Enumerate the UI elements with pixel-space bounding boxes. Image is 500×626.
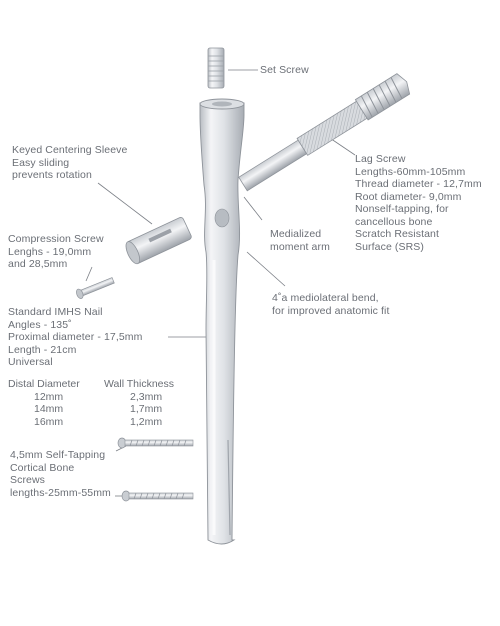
medialized-label: Medialized moment arm [270,228,330,253]
lag-screw-label: Lag Screw Lengths-60mm-105mm Thread diameter - 12,7mm Root diameter- 9,0mm Nonself-tapping, for cancellous bone Scratch Resistant Surface (SRS) [355,153,482,253]
diameter-table [8,378,174,428]
bend-label: 4˚a mediolateral bend, for improved anatomic fit [272,292,390,317]
cortical-screws-label: 4,5mm Self-Tapping Cortical Bone Screws lengths-25mm-55mm [10,449,111,499]
header-distal-diameter: Distal Diameter [8,378,80,390]
compression-screw [75,276,115,300]
imhs-nail [200,99,244,544]
keyed-sleeve-label: Keyed Centering Sleeve Easy sliding prevents rotation [12,144,128,181]
nail-specs-label: Standard IMHS Nail Angles - 135˚ Proximal diameter - 17,5mm Length - 21cm Universal [8,306,143,368]
table-row: 12mm 2,3mm [34,390,163,403]
table-row: 14mm 1,7mm [34,403,163,415]
set-screw [208,48,224,88]
cortical-screw-upper [118,438,193,448]
compression-screw-label: Compression Screw Lenghs - 19,0mm and 28,5mm [8,233,104,270]
table-header [8,378,174,391]
set-screw-label: Set Screw [260,64,309,76]
table-row: 16mm 1,2mm [34,415,163,428]
cortical-screw-lower [122,491,193,501]
keyed-centering-sleeve [123,216,192,265]
header-wall-thickness: Wall Thickness [104,378,175,390]
